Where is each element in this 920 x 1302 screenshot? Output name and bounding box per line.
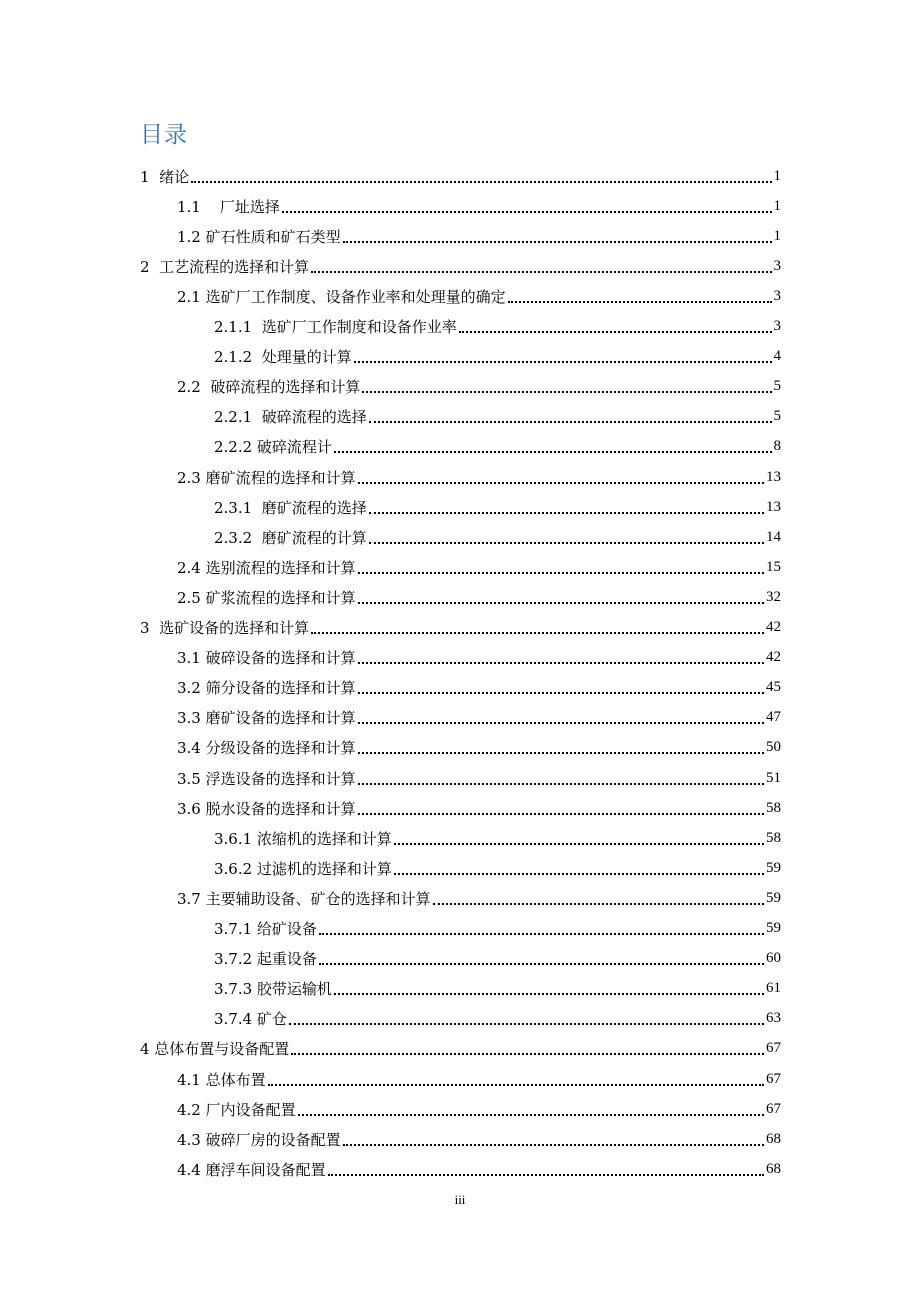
toc-entry-page: 1	[773, 197, 781, 214]
toc-entry[interactable]	[177, 673, 781, 703]
dot-leader	[298, 1113, 764, 1116]
toc-entry-label: 2.1.1 选矿厂工作制度和设备作业率	[214, 318, 457, 336]
toc-entry-label: 2.3.2 磨矿流程的计算	[214, 528, 367, 547]
dot-leader	[369, 511, 764, 514]
dot-leader	[369, 420, 772, 423]
dot-leader	[358, 661, 764, 664]
dot-leader	[358, 691, 764, 694]
toc-entry[interactable]	[214, 974, 781, 1004]
toc-entry-page: 3	[773, 287, 781, 304]
toc-entry-page: 45	[766, 679, 781, 696]
toc-entry-page: 42	[766, 649, 781, 666]
toc-entry[interactable]	[177, 372, 781, 402]
toc-entry-page: 5	[773, 408, 781, 425]
toc-entry-label: 3.7.3 胶带运输机	[214, 980, 332, 999]
toc-entry-page: 68	[766, 1130, 781, 1147]
toc-entry[interactable]	[214, 823, 781, 853]
toc-entry-label: 4.1 总体布置	[177, 1070, 266, 1089]
toc-entry[interactable]	[214, 432, 781, 462]
toc-entry[interactable]	[140, 161, 781, 191]
toc-entry-page: 58	[766, 829, 781, 846]
toc-entry-label: 3.7.1 给矿设备	[214, 920, 317, 938]
toc-entry-page: 61	[766, 980, 781, 997]
toc-entry-label: 4.3 破碎厂房的设备配置	[177, 1130, 341, 1149]
dot-leader	[358, 812, 764, 815]
toc-entry-label: 2.1 选矿厂工作制度、设备作业率和处理量的确定	[177, 287, 506, 306]
toc-entry[interactable]	[177, 1154, 781, 1184]
toc-entry-page: 58	[766, 799, 781, 816]
toc-entry-label: 3.6.2 过滤机的选择和计算	[214, 859, 392, 878]
toc-entry-label: 3.6.1 浓缩机的选择和计算	[214, 829, 392, 848]
toc-entry-page: 8	[773, 438, 781, 455]
toc-entry[interactable]	[214, 342, 781, 372]
toc-entry[interactable]	[177, 1124, 781, 1154]
dot-leader	[459, 330, 772, 333]
toc-entry[interactable]	[177, 643, 781, 673]
toc-entry-page: 51	[766, 769, 781, 786]
toc-entry[interactable]	[177, 793, 781, 823]
dot-leader	[358, 751, 764, 754]
toc-entry[interactable]	[214, 853, 781, 883]
toc-entry[interactable]	[177, 462, 781, 492]
dot-leader	[191, 180, 771, 183]
toc-entry-label: 2.1.2 处理量的计算	[214, 348, 352, 367]
toc-entry[interactable]	[140, 1034, 781, 1064]
toc-entry-label: 4.2 厂内设备配置	[177, 1100, 296, 1119]
dot-leader	[328, 1173, 764, 1176]
toc-entry-label: 3.1 破碎设备的选择和计算	[177, 649, 356, 668]
dot-leader	[311, 270, 771, 273]
dot-leader	[282, 210, 772, 213]
toc-entry-label: 4 总体布置与设备配置	[140, 1040, 290, 1059]
toc-entry-label: 3 选矿设备的选择和计算	[140, 619, 310, 637]
dot-leader	[334, 450, 772, 453]
toc-entry-page: 5	[773, 378, 781, 395]
toc-entry-label: 2.2.2 破碎流程计	[214, 438, 332, 457]
dot-leader	[358, 782, 764, 785]
toc-entry-page: 59	[766, 859, 781, 876]
toc-entry-page: 67	[766, 1070, 781, 1087]
toc-entry-label: 2.2.1 破碎流程的选择	[214, 408, 367, 427]
dot-leader	[394, 842, 764, 845]
toc-entry-page: 13	[766, 468, 781, 485]
toc-entry[interactable]	[214, 1004, 781, 1034]
toc-entry[interactable]	[140, 613, 781, 643]
dot-leader	[319, 962, 764, 965]
toc-entry[interactable]	[214, 914, 781, 944]
dot-leader	[394, 872, 764, 875]
toc-entry[interactable]	[177, 221, 781, 251]
toc-entry-label: 3.7.4 矿仓	[214, 1010, 287, 1029]
toc-entry-page: 3	[773, 318, 781, 334]
toc-entry-page: 59	[766, 920, 781, 936]
dot-leader	[334, 992, 764, 995]
dot-leader	[358, 601, 764, 604]
toc-entry[interactable]	[177, 552, 781, 582]
dot-leader	[268, 1083, 764, 1086]
toc-entry-label: 3.4 分级设备的选择和计算	[177, 739, 356, 758]
dot-leader	[289, 1022, 764, 1025]
dot-leader	[343, 1143, 764, 1146]
dot-leader	[319, 932, 764, 935]
toc-entry[interactable]	[177, 281, 781, 311]
toc-entry-label: 3.3 磨矿设备的选择和计算	[177, 709, 356, 728]
toc-entry-label: 2.5 矿浆流程的选择和计算	[177, 588, 356, 607]
dot-leader	[343, 240, 772, 243]
toc-entry-label: 1 绪论	[140, 167, 190, 186]
toc-entry[interactable]	[177, 763, 781, 793]
toc-entry-label: 3.7.2 起重设备	[214, 950, 317, 969]
toc-entry-page: 67	[766, 1040, 781, 1057]
dot-leader	[291, 1052, 764, 1055]
dot-leader	[433, 902, 764, 905]
toc-entry-page: 63	[766, 1010, 781, 1027]
toc-entry-label: 1.2 矿石性质和矿石类型	[177, 227, 341, 246]
toc-entry-label: 1.1 厂址选择	[177, 197, 280, 216]
toc-entry-label: 2.2 破碎流程的选择和计算	[177, 378, 361, 397]
toc-entry-page: 3	[773, 257, 781, 274]
toc-entry[interactable]	[177, 582, 781, 612]
toc-entry[interactable]	[177, 883, 781, 913]
toc-entry-page: 1	[773, 227, 781, 244]
toc-entry-label: 2.3.1 磨矿流程的选择	[214, 498, 367, 517]
toc-entry[interactable]	[140, 251, 781, 281]
toc-entry-page: 67	[766, 1100, 781, 1117]
toc-entry-label: 2.3 磨矿流程的选择和计算	[177, 468, 356, 487]
toc-entry-page: 60	[766, 950, 781, 967]
toc-entry-label: 4.4 磨浮车间设备配置	[177, 1160, 326, 1179]
toc-entry-page: 13	[766, 498, 781, 515]
toc-entry-page: 47	[766, 709, 781, 726]
toc-title: 目录	[140, 122, 188, 148]
toc-entry-label: 3.7 主要辅助设备、矿仓的选择和计算	[177, 889, 431, 908]
dot-leader	[508, 300, 772, 303]
dot-leader	[358, 481, 764, 484]
toc-entry-page: 4	[773, 348, 781, 365]
toc-entry[interactable]	[177, 1094, 781, 1124]
dot-leader	[362, 390, 771, 393]
toc-entry-page: 50	[766, 739, 781, 756]
dot-leader	[311, 631, 764, 634]
toc-entry-label: 2 工艺流程的选择和计算	[140, 257, 310, 276]
toc-entry-page: 1	[773, 167, 781, 184]
toc-entry[interactable]	[214, 522, 781, 552]
page-number: iii	[454, 1192, 466, 1207]
toc-entry[interactable]	[214, 492, 781, 522]
toc-entry[interactable]	[214, 944, 781, 974]
toc-entry-label: 3.5 浮选设备的选择和计算	[177, 769, 356, 788]
toc-entry-page: 68	[766, 1160, 781, 1177]
toc-entry-page: 32	[766, 588, 781, 605]
toc-entry-label: 3.2 筛分设备的选择和计算	[177, 679, 356, 698]
toc-entry[interactable]	[177, 703, 781, 733]
dot-leader	[358, 721, 764, 724]
toc-entry[interactable]	[214, 312, 781, 342]
toc-entry-label: 2.4 选别流程的选择和计算	[177, 558, 356, 577]
toc-entry-page: 15	[766, 558, 781, 575]
toc-entry[interactable]	[177, 1064, 781, 1094]
toc-entry-page: 59	[766, 889, 781, 906]
dot-leader	[369, 541, 764, 544]
dot-leader	[358, 571, 764, 574]
toc-entry[interactable]	[214, 402, 781, 432]
dot-leader	[354, 360, 772, 363]
toc-entry[interactable]	[177, 191, 781, 221]
toc-entry[interactable]	[177, 733, 781, 763]
toc-entry-label: 3.6 脱水设备的选择和计算	[177, 799, 356, 818]
toc-entry-page: 14	[766, 528, 781, 545]
toc-entry-page: 42	[766, 619, 781, 635]
